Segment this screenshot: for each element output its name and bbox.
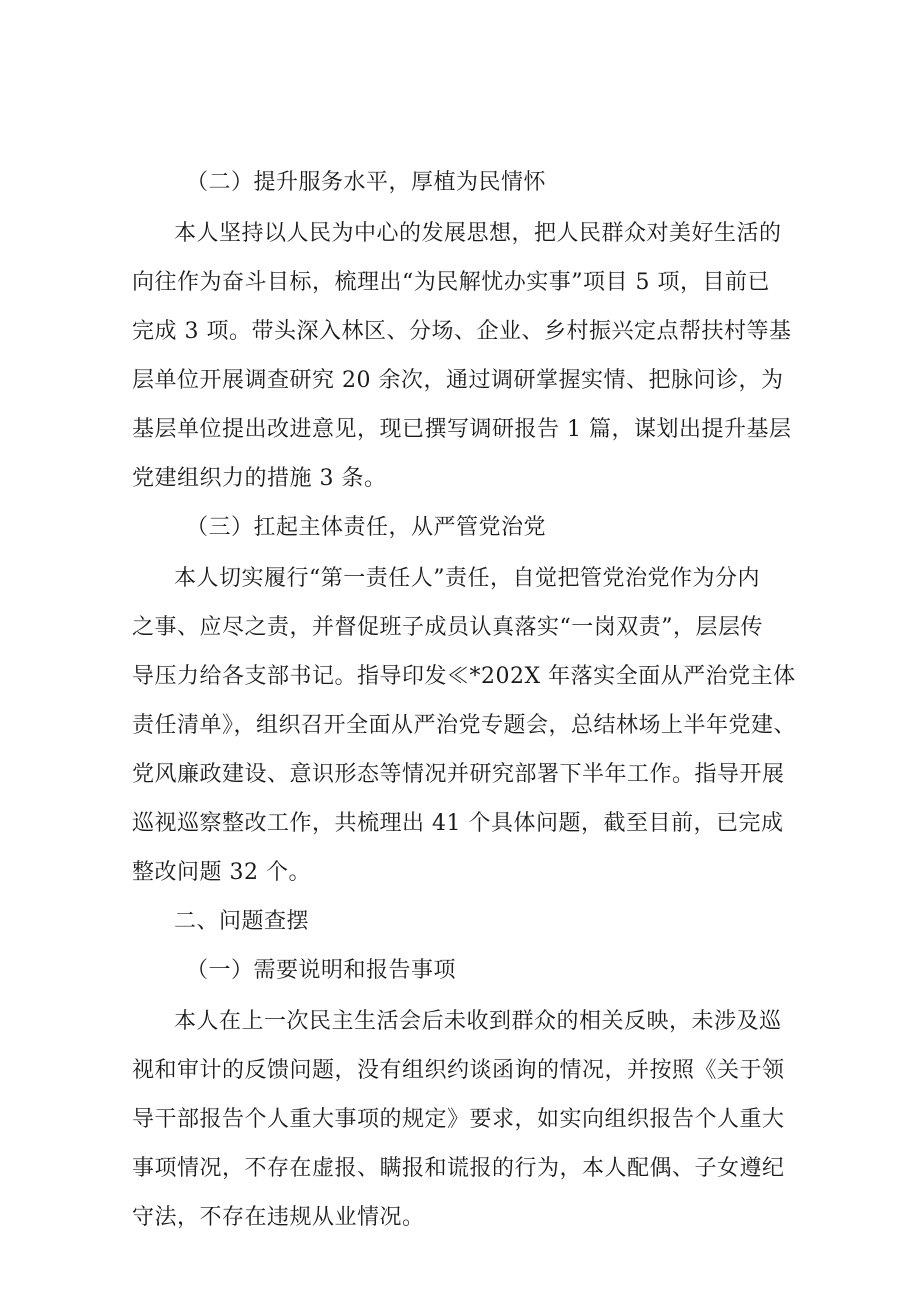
paragraph-line: 党风廉政建设、意识形态等情况并研究部署下半年工作。指导开展 <box>132 762 785 787</box>
paragraph-line: 事项情况，不存在虚报、瞒报和谎报的行为，本人配偶、子女遵纪 <box>132 1156 785 1181</box>
paragraph-line: 本人在上一次民主生活会后未收到群众的相关反映，未涉及巡 <box>174 1009 782 1034</box>
paragraph-line: 守法，不存在违规从业情况。 <box>132 1205 425 1230</box>
paragraph-line: 导压力给各支部书记。指导印发≪*202X 年落实全面从严治党主体 <box>132 664 796 689</box>
paragraph-line: 之事、应尽之责，并督促班子成员认真落实“一岗双责”，层层传 <box>132 615 763 640</box>
paragraph-line: 巡视巡察整改工作，共梳理出 41 个具体问题，截至目前，已完成 <box>132 811 784 836</box>
paragraph-line: 本人切实履行“第一责任人”责任，自觉把管党治党作为分内 <box>174 566 760 591</box>
paragraph-line: 导干部报告个人重大事项的规定》要求，如实向组织报告个人重大 <box>132 1107 785 1132</box>
paragraph-line: 责任清单》，组织召开全面从严治党专题会，总结林场上半年党建、 <box>132 713 797 738</box>
paragraph-line: 向往作为奋斗目标，梳理出“为民解忧办实事”项目 5 项，目前已 <box>132 270 770 295</box>
paragraph-line: 层单位开展调查研究 20 余次，通过调研掌握实情、把脉问诊，为 <box>132 368 784 393</box>
part-heading-2: 二、问题查摆 <box>174 909 310 934</box>
paragraph-line: 视和审计的反馈问题，没有组织约谈函询的情况，并按照《关于领 <box>132 1058 785 1083</box>
section-heading-2: （二）提升服务水平，厚植为民情怀 <box>186 170 547 195</box>
paragraph-line: 整改问题 32 个。 <box>132 860 311 885</box>
sub-heading-1: （一）需要说明和报告事项 <box>186 958 457 983</box>
section-heading-3: （三）扛起主体责任，从严管党治党 <box>186 515 547 540</box>
paragraph-line: 党建组织力的措施 3 条。 <box>132 466 387 491</box>
paragraph-line: 基层单位提出改进意见，现已撰写调研报告 1 篇，谋划出提升基层 <box>132 417 792 442</box>
paragraph-line: 完成 3 项。带头深入林区、分场、企业、乡村振兴定点帮扶村等基 <box>132 319 792 344</box>
paragraph-line: 本人坚持以人民为中心的发展思想，把人民群众对美好生活的 <box>174 221 782 246</box>
